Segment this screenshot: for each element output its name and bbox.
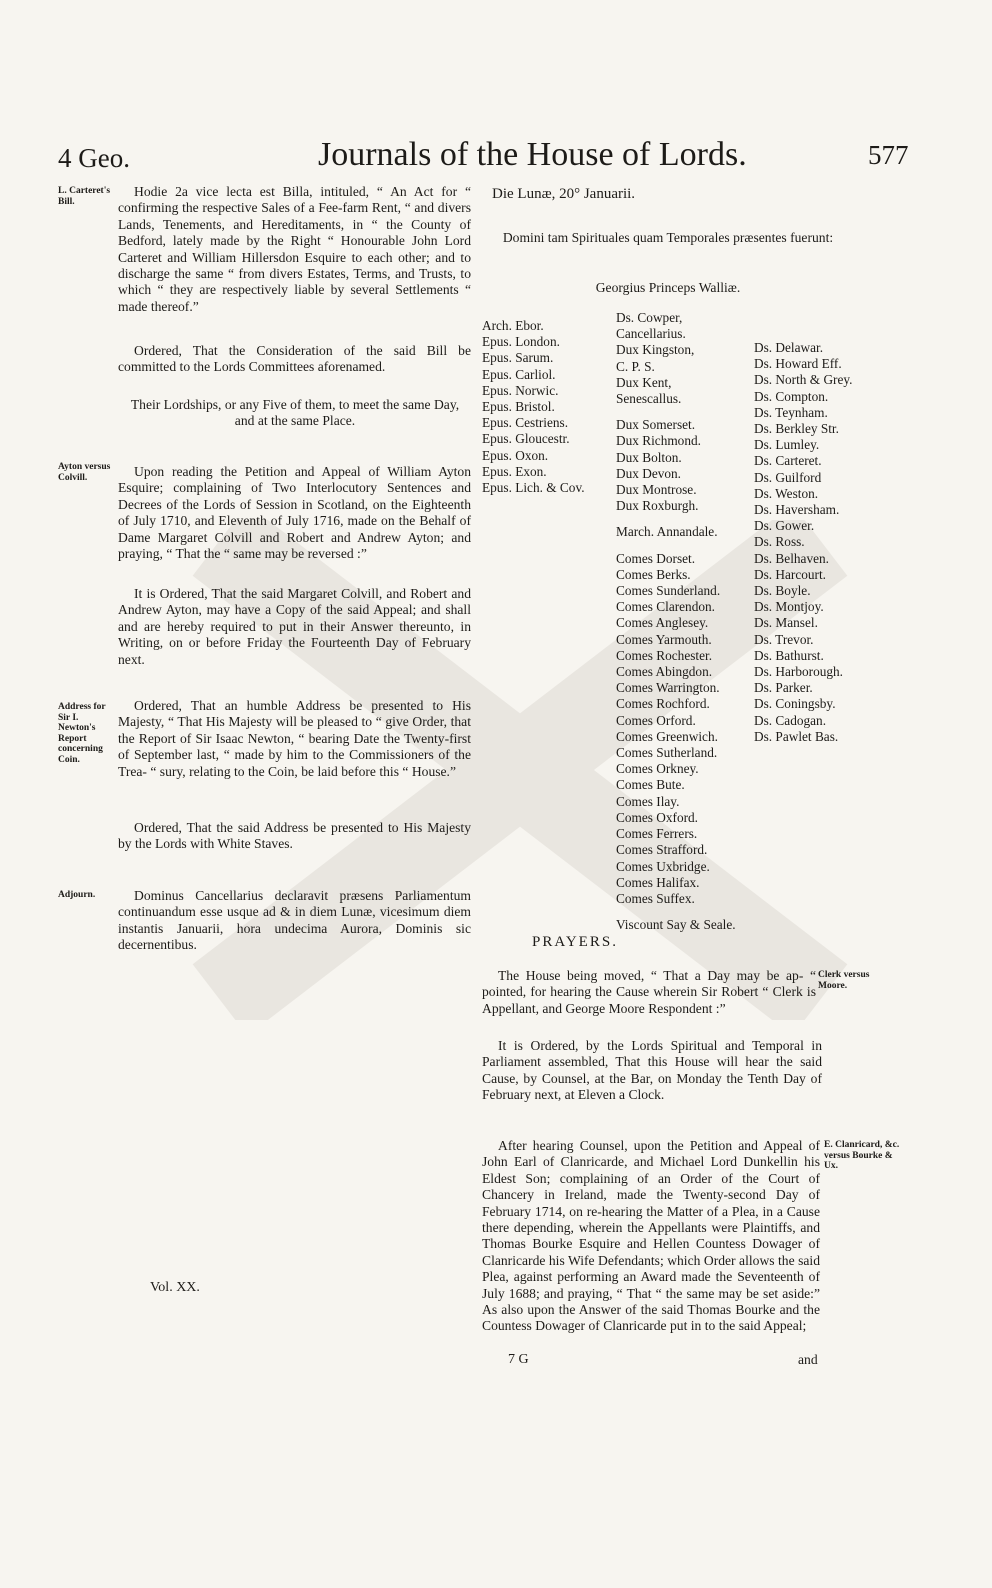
lord-entry: Cancellarius. — [616, 326, 686, 342]
lord-entry: Viscount Say & Seale. — [616, 917, 736, 933]
lords-spiritual-list — [482, 318, 585, 496]
lord-entry: Comes Anglesey. — [616, 615, 709, 631]
lord-entry: Comes Suffex. — [616, 890, 695, 906]
lord-entry: Dux Richmond. — [616, 433, 701, 449]
lord-entry: Ds. Ross. — [754, 534, 805, 550]
lord-entry: Ds. Gower. — [754, 518, 815, 534]
lord-entry: Ds. Howard Eff. — [754, 356, 842, 372]
lord-entry: Epus. Carliol. — [482, 366, 556, 382]
lord-entry: Ds. Carteret. — [754, 453, 822, 469]
margin-note-carteret: L. Carteret's Bill. — [58, 186, 111, 207]
lord-entry: Arch. Ebor. — [482, 318, 544, 333]
lord-entry: Epus. London. — [482, 334, 560, 350]
left-column-adjourn — [118, 888, 471, 954]
left-column-ordered — [118, 343, 471, 376]
lords-barons-list — [754, 340, 852, 745]
lord-entry: Comes Bute. — [616, 777, 685, 793]
prayers-heading: PRAYERS. — [532, 934, 618, 950]
lord-entry: Comes Berks. — [616, 566, 691, 582]
lord-entry: Dux Kent, — [616, 374, 672, 390]
lord-entry: Ds. Compton. — [754, 388, 829, 404]
lord-entry: Epus. Norwic. — [482, 382, 559, 398]
lord-entry: Epus. Sarum. — [482, 350, 554, 366]
right-column-clerk-order — [482, 1038, 822, 1104]
lord-entry: Ds. Bathurst. — [754, 647, 824, 663]
lord-entry: Epus. Exon. — [482, 463, 547, 479]
left-column-ayton-order — [118, 586, 471, 668]
lord-entry: Ds. Cadogan. — [754, 712, 827, 728]
lord-entry: Comes Rochester. — [616, 647, 713, 663]
catchword: and — [798, 1352, 818, 1367]
lord-entry: Comes Orkney. — [616, 761, 699, 777]
lord-entry: C. P. S. — [616, 358, 655, 374]
lord-entry: Comes Greenwich. — [616, 728, 718, 744]
lord-entry: Dux Kingston, — [616, 342, 695, 358]
lord-entry: Ds. Cowper, — [616, 310, 683, 325]
header-title: Journals of the House of Lords. — [318, 136, 747, 173]
lord-entry: Comes Yarmouth. — [616, 631, 712, 647]
paragraph-clerk-order: It is Ordered, by the Lords Spiritual and Temporal in Parliament assembled, That this House will hear the said Cause, by Counsel, at the Bar, on Monday the Tenth Day of February next, at Eleven a Clock. — [482, 1038, 822, 1103]
date-heading: Die Lunæ, 20° Januarii. — [492, 186, 636, 202]
lord-entry: Comes Warrington. — [616, 680, 720, 696]
lord-entry: Comes Ferrers. — [616, 826, 698, 842]
left-column-white-staves — [118, 820, 471, 853]
lord-entry: Epus. Gloucestr. — [482, 431, 570, 447]
lord-entry: Comes Clarendon. — [616, 599, 715, 615]
right-column-clanricarde — [482, 1138, 820, 1335]
paragraph-clanricarde-appeal: After hearing Counsel, upon the Petition and Appeal of John Earl of Clanricarde, and Michael Lord Dunkellin his Eldest Son; complaining of an Order of the Court of Chancery in Ireland, made the Twenty-second Day of February 1714, on re-hearing the Matter of a Plea, in a Cause there depending, wherein the Appellants were Plaintiffs, and Thomas Bourke Esquire and Hellen Countess Dowager of Clanricarde his Wife Defendants; which Order allows the said Plea, against performing an Award made the Seventeenth of July 1688; and praying, “ That “ the same may be set aside:” As also upon the Answer of the said Thomas Bourke and the Countess Dowager of Clanricarde put in to the said Appeal; — [482, 1138, 820, 1334]
lord-entry: Ds. North & Grey. — [754, 372, 853, 388]
lord-entry: Comes Abingdon. — [616, 664, 713, 680]
lord-entry: Dux Somerset. — [616, 417, 696, 433]
paragraph-ayton-order: It is Ordered, That the said Margaret Colvill, and Robert and Andrew Ayton, may have a Copy of the said Appeal; and shall and are hereby required to put in their Answer thereunto, in Writing, on or before Friday the Fourteenth Day of February next. — [118, 586, 471, 667]
lord-entry: Comes Oxford. — [616, 809, 698, 825]
left-column-ayton — [118, 464, 471, 562]
lord-entry: Comes Sunderland. — [616, 583, 721, 599]
lord-entry: Epus. Lich. & Cov. — [482, 480, 585, 496]
lord-entry: Ds. Coningsby. — [754, 696, 836, 712]
paragraph-ayton-petition: Upon reading the Petition and Appeal of William Ayton Esquire; complaining of Two Interlocutory Sentences and Decrees of the Lords of Session in Scotland, on the Eighteenth of July 1710, and Eleventh of July 1716, made on the Behalf of Dame Margaret Colvill and Robert and Andrew Ayton; and praying, “ That the “ same may be reversed :” — [118, 464, 471, 562]
lord-entry: March. Annandale. — [616, 524, 718, 540]
lord-entry: Comes Rochford. — [616, 696, 710, 712]
lord-entry: Comes Ilay. — [616, 793, 680, 809]
lord-entry: Ds. Belhaven. — [754, 550, 829, 566]
lords-dukes-earls-list — [616, 310, 736, 933]
paragraph-lordships-meet: Their Lordships, or any Five of them, to meet the same Day, and at the same Place. — [130, 397, 460, 429]
margin-note-newton: Address for Sir I. Newton's Report concerning Coin. — [58, 702, 106, 765]
lord-entry: Comes Sutherland. — [616, 745, 718, 761]
lord-entry: Ds. Lumley. — [754, 437, 820, 453]
lord-entry: Ds. Harcourt. — [754, 566, 827, 582]
paragraph-adjournment: Dominus Cancellarius declaravit præsens Parliamentum continuandum esse usque ad & in diem Lunæ, vicesimum diem instantis Januarii, hora undecima Aurora, Dominis sic decernentibus. — [118, 888, 471, 953]
margin-note-ayton: Ayton versus Colvill. — [58, 462, 111, 483]
lord-entry: Dux Devon. — [616, 465, 681, 481]
prince-line: Georgius Princeps Walliæ. — [595, 280, 741, 295]
lord-entry: Ds. Mansel. — [754, 615, 818, 631]
margin-note-clerk: Clerk versus Moore. — [818, 970, 870, 991]
lord-entry: Ds. Boyle. — [754, 583, 811, 599]
signature-mark: 7 G — [508, 1352, 529, 1367]
lord-entry: Ds. Berkley Str. — [754, 421, 839, 437]
lord-entry: Ds. Pawlet Bas. — [754, 728, 839, 744]
lord-entry: Comes Strafford. — [616, 842, 708, 858]
lord-entry: Ds. Guilford — [754, 469, 822, 485]
margin-note-clanricard: E. Clanricard, &c. versus Bourke & Ux. — [824, 1140, 900, 1171]
lord-entry: Epus. Bristol. — [482, 399, 555, 415]
header-page-number: 577 — [868, 140, 909, 170]
paragraph-bill-reading: Hodie 2a vice lecta est Billa, intituled, “ An Act for “ confirming the respective Sales of a Fee-farm Rent, “ and divers Lands, Tenements, and Hereditaments, in “ the County of Bedford, lately made by the Right “ Honourable John Lord Carteret and William Hillersdon Esquire to each other; and to discharge the same “ from divers Estates, Terms, and Trusts, to which “ they are respectively liable by several Settlements “ made thereof.” — [118, 184, 471, 314]
lord-entry: Ds. Weston. — [754, 485, 819, 501]
left-column-bill — [118, 184, 471, 315]
lord-entry: Comes Halifax. — [616, 874, 700, 890]
lord-entry: Ds. Parker. — [754, 680, 813, 696]
lord-entry: Comes Orford. — [616, 712, 696, 728]
lord-entry: Ds. Teynham. — [754, 404, 828, 420]
lord-entry: Epus. Cestriens. — [482, 415, 569, 431]
right-column-clerk — [482, 968, 816, 1017]
lord-entry: Senescallus. — [616, 391, 682, 407]
lord-entry: Ds. Haversham. — [754, 502, 840, 518]
margin-note-adjourn: Adjourn. — [58, 890, 96, 900]
lord-entry: Ds. Montjoy. — [754, 599, 824, 615]
lord-entry: Ds. Trevor. — [754, 631, 814, 647]
lord-entry: Ds. Delawar. — [754, 340, 824, 355]
lord-entry: Comes Dorset. — [616, 550, 696, 566]
left-column-address — [118, 698, 471, 780]
lord-entry: Comes Uxbridge. — [616, 858, 710, 874]
lord-entry: Dux Montrose. — [616, 482, 697, 498]
lord-entry: Dux Bolton. — [616, 449, 682, 465]
header-regnal-year: 4 Geo. — [58, 143, 130, 173]
lord-entry: Epus. Oxon. — [482, 447, 549, 463]
volume-number: Vol. XX. — [150, 1280, 200, 1295]
lord-entry: Ds. Harborough. — [754, 664, 844, 680]
paragraph-ordered-committee: Ordered, That the Consideration of the said Bill be committed to the Lords Committees aforenamed. — [118, 343, 471, 375]
lord-entry: Dux Roxburgh. — [616, 498, 699, 514]
paragraph-clerk-motion: The House being moved, “ That a Day may be ap- “ pointed, for hearing the Cause wherein Sir Robert “ Clerk is Appellant, and George Moore Respondent :” — [482, 968, 816, 1016]
paragraph-newton-address: Ordered, That an humble Address be presented to His Majesty, “ That His Majesty will be pleased to “ give Order, that the Report of Sir Isaac Newton, “ bearing Date the Twenty-first of September last, “ made by him to the Commissioners of the Trea- “ sury, relating to the Coin, be laid before this “ House.” — [118, 698, 471, 779]
presence-line: Domini tam Spirituales quam Temporales præsentes fuerunt: — [502, 230, 834, 245]
left-column-meet — [130, 397, 460, 430]
paragraph-white-staves: Ordered, That the said Address be presented to His Majesty by the Lords with White Staves. — [118, 820, 471, 852]
